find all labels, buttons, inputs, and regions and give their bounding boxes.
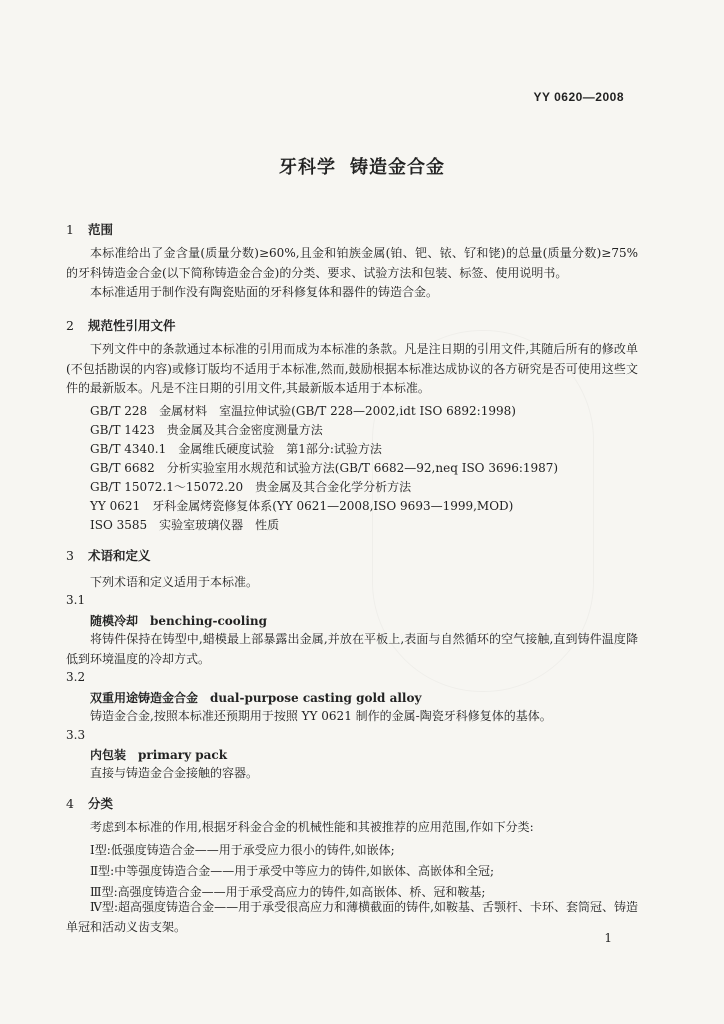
section-1-paragraph-2: 本标准适用于制作没有陶瓷贴面的牙科修复体和器件的铸造合金。 — [90, 285, 439, 299]
reference-item: GB/T 15072.1～15072.20 贵金属及其合金化学分析方法 — [90, 480, 412, 494]
type-item: Ⅰ型:低强度铸造合金——用于承受应力很小的铸件,如嵌体; — [90, 843, 395, 857]
reference-item: GB/T 4340.1 金属维氏硬度试验 第1部分:试验方法 — [90, 442, 382, 456]
section-1-heading: 1 范围 — [66, 222, 114, 237]
section-1-paragraph-1: 本标准给出了金含量(质量分数)≥60%,且金和铂族金属(铂、钯、铱、钌和铑)的总量(质量分数)≥75%的牙科铸造金合金(以下简称铸造金合金)的分类、要求、试验方法和包装、标签、使用说明书。 — [66, 246, 638, 280]
term-definition: 将铸件保持在铸型中,蜡模最上部暴露出金属,并放在平板上,表面与自然循环的空气接触,直到铸件温度降低到环境温度的冷却方式。 — [66, 632, 638, 666]
type-item: Ⅳ型:超高强度铸造合金——用于承受很高应力和薄横截面的铸件,如鞍基、舌颚杆、卡环、套筒冠、铸造单冠和活动义齿支架。 — [66, 900, 638, 934]
term-definition: 直接与铸造金合金接触的容器。 — [90, 766, 259, 780]
term-heading: 双重用途铸造金合金 dual-purpose casting gold alloy — [90, 691, 422, 705]
term-heading: 内包装 primary pack — [90, 748, 228, 762]
standard-code: YY 0620—2008 — [533, 90, 624, 104]
reference-item: YY 0621 牙科金属烤瓷修复体系(YY 0621—2008,ISO 9693—1999,MOD) — [90, 499, 514, 513]
reference-item: GB/T 228 金属材料 室温拉伸试验(GB/T 228—2002,idt ISO 6892:1998) — [90, 404, 516, 418]
type-item: Ⅲ型:高强度铸造合金——用于承受高应力的铸件,如高嵌体、桥、冠和鞍基; — [90, 885, 486, 899]
title-part1: 牙科学 — [279, 157, 336, 178]
term-number: 3.2 — [66, 670, 86, 684]
section-3-intro: 下列术语和定义适用于本标准。 — [90, 575, 259, 589]
section-3-heading: 3 术语和定义 — [66, 548, 151, 563]
reference-item: GB/T 1423 贵金属及其合金密度测量方法 — [90, 423, 323, 437]
term-heading: 随模冷却 benching-cooling — [90, 614, 267, 628]
page-title — [0, 153, 724, 179]
page-number: 1 — [604, 931, 612, 945]
type-item: Ⅱ型:中等强度铸造合金——用于承受中等应力的铸件,如嵌体、高嵌体和全冠; — [90, 864, 495, 878]
term-number: 3.3 — [66, 728, 86, 742]
section-4-intro: 考虑到本标准的作用,根据牙科金合金的机械性能和其被推荐的应用范围,作如下分类: — [90, 820, 534, 834]
term-definition: 铸造金合金,按照本标准还预期用于按照 YY 0621 制作的金属-陶瓷牙科修复体的基体。 — [90, 709, 552, 723]
reference-item: ISO 3585 实验室玻璃仪器 性质 — [90, 518, 280, 532]
section-2-heading: 2 规范性引用文件 — [66, 318, 176, 333]
section-4-heading: 4 分类 — [66, 796, 114, 811]
reference-item: GB/T 6682 分析实验室用水规范和试验方法(GB/T 6682—92,neq ISO 3696:1987) — [90, 461, 559, 475]
term-number: 3.1 — [66, 593, 86, 607]
title-part2: 铸造金合金 — [350, 157, 445, 178]
section-2-paragraph: 下列文件中的条款通过本标准的引用而成为本标准的条款。凡是注日期的引用文件,其随后所有的修改单(不包括勘误的内容)或修订版均不适用于本标准,然而,鼓励根据本标准达成协议的各方研究是否可使用这些文件的最新版本。凡是不注日期的引用文件,其最新版本适用于本标准。 — [66, 342, 638, 395]
